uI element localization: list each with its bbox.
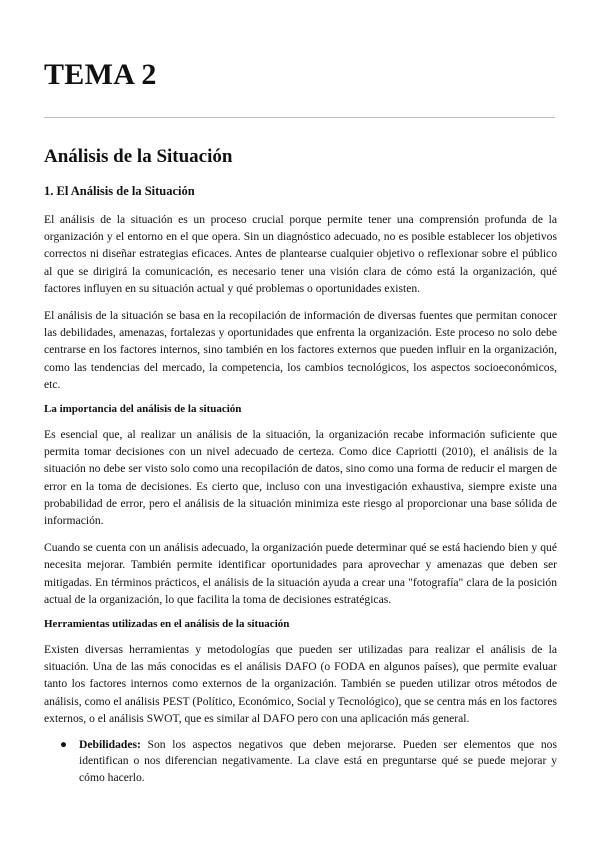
list-item-text: Son los aspectos negativos que deben mejorarse. Pueden ser elementos que nos identifican o nos diferencian negativamente. La clave está en preguntarse qué se puede mejorar y cómo hacerlo.	[79, 738, 557, 784]
list-item	[60, 737, 557, 786]
paragraph: Es esencial que, al realizar un análisis de la situación, la organización recabe información suficiente que permita tomar decisiones con un nivel adecuado de certeza. Como dice Capriotti (2010), el análisis de la situación no debe ser visto solo como una recopilación de datos, sino como una forma de reducir el margen de error en la toma de decisiones. Es cierto que, incluso con una investigación exhaustiva, siempre existe una probabilidad de error, pero el análisis de la situación minimiza este riesgo al proporcionar una base sólida de información.	[44, 428, 557, 528]
subsection-heading: 1. El Análisis de la Situación	[44, 184, 195, 198]
title-divider	[44, 117, 555, 118]
paragraph: Cuando se cuenta con un análisis adecuado, la organización puede determinar qué se está haciendo bien y qué necesita mejorar. También permite identificar oportunidades para aprovechar y amenazas que deben ser mitigadas. En términos prácticos, el análisis de la situación ayuda a crear una "fotografía" clara de la posición actual de la organización, lo que facilita la toma de decisiones estratégicas.	[44, 541, 557, 606]
document-title: TEMA 2	[44, 58, 157, 91]
paragraph: El análisis de la situación es un proceso crucial porque permite tener una comprensión profunda de la organización y el entorno en el que opera. Sin un diagnóstico adecuado, no es posible establecer los objetivos correctos ni diseñar estrategias eficaces. Antes de plantearse cualquier objetivo o reflexionar sobre el público al que se dirigirá la comunicación, es necesario tener una visión clara de cómo está la organización, qué factores influyen en su situación actual y qué problemas o oportunidades existen.	[44, 213, 557, 295]
paragraph: El análisis de la situación se basa en la recopilación de información de diversas fuentes que permitan conocer las debilidades, amenazas, fortalezas y oportunidades que enfrenta la organización. Este proceso no solo debe centrarse en los factores internos, sino también en los factores externos que pueden influir en la organización, como las tendencias del mercado, la competencia, los cambios tecnológicos, los aspectos socioeconómicos, etc.	[44, 309, 557, 391]
paragraph: Existen diversas herramientas y metodologías que pueden ser utilizadas para realizar el análisis de la situación. Una de las más conocidas es el análisis DAFO (o FODA en algunos países), que permite evaluar tanto los factores internos como externos de la organización. También se pueden utilizar otros métodos de análisis, como el análisis PEST (Político, Económico, Social y Tecnológico), que se centra más en los factores externos, o el análisis SWOT, que es similar al DAFO pero con una aplicación más general.	[44, 643, 557, 725]
bullet-list	[44, 737, 557, 786]
tools-heading: Herramientas utilizadas en el análisis de la situación	[44, 618, 290, 631]
document-content	[44, 146, 557, 786]
importance-heading: La importancia del análisis de la situación	[44, 403, 242, 416]
section-heading: Análisis de la Situación	[44, 146, 233, 167]
bullet-icon: ●	[60, 738, 68, 752]
list-item-term: Debilidades:	[79, 738, 141, 752]
